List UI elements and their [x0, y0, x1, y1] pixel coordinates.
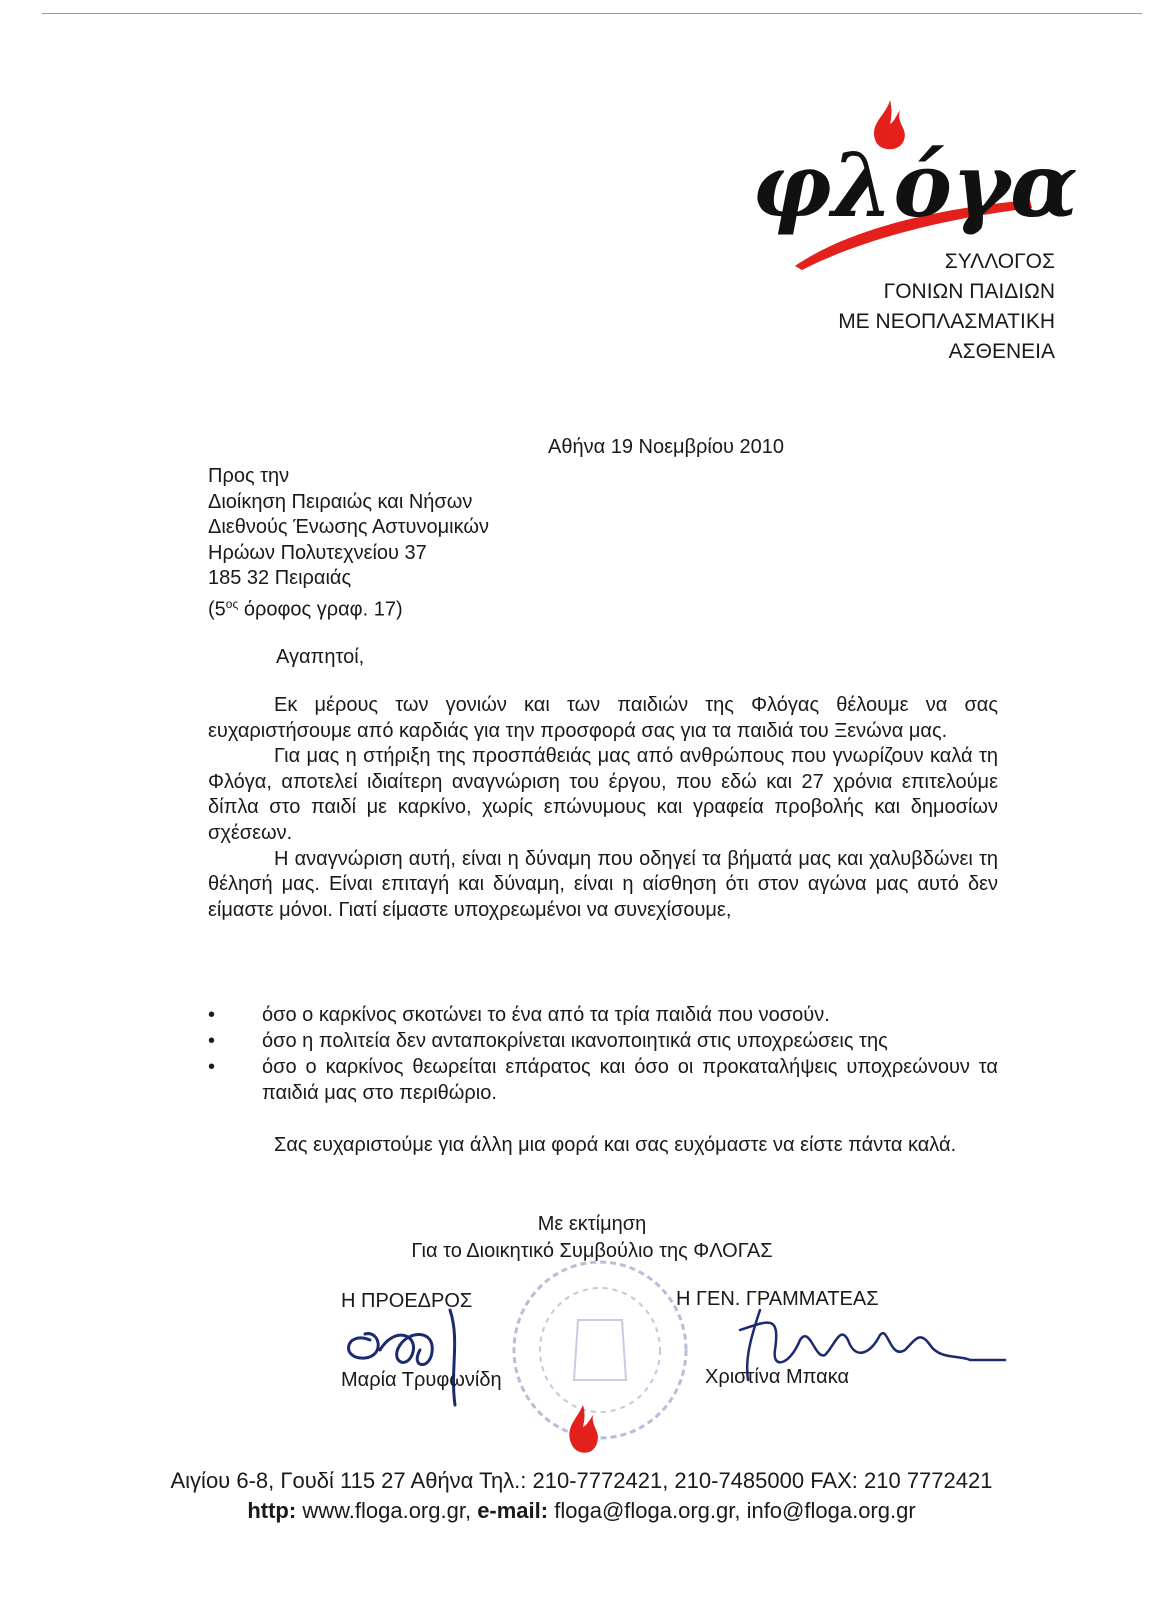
secretary-name: Χριστίνα Μπακα — [705, 1366, 850, 1388]
bullet-item: • όσο ο καρκίνος σκοτώνει το ένα από τα τρία παιδιά που νοσούν. — [208, 1002, 998, 1028]
address-line: Διοίκηση Πειραιώς και Νήσων — [208, 490, 473, 513]
president-title: Η ΠΡΟΕΔΡΟΣ — [341, 1290, 473, 1312]
address-line: 185 32 Πειραιάς — [208, 567, 352, 590]
org-line: ΣΥΛΛΟΓΟΣ — [944, 250, 1055, 273]
bullet-item: • όσο ο καρκίνος θεωρείται επάρατος και όσο οι προκαταλήψεις υποχρεώνουν τα παιδιά μας στο περιθώριο. — [208, 1054, 998, 1106]
salutation: Αγαπητοί, — [276, 646, 365, 668]
regards-line: Για το Διοικητικό Συμβούλιο της ΦΛΟΓΑΣ — [411, 1240, 773, 1262]
body-paragraph: Εκ μέρους των γονιών και των παιδιών της Φλόγας θέλουμε να σας ευχαριστήσουμε από καρδιάς για την προσφορά σας για τα παιδιά του Ξενώνα μας. — [208, 694, 998, 742]
president-signature — [340, 1300, 500, 1410]
org-line: ΓΟΝΙΩΝ ΠΑΙΔΙΩΝ — [883, 280, 1055, 303]
president-name: Μαρία Τρυφωνίδη — [341, 1369, 502, 1391]
regards-line: Με εκτίμηση — [537, 1213, 647, 1235]
recipient-address — [208, 464, 489, 623]
logo-word: φλόγα — [752, 133, 1078, 237]
address-line: Προς την — [208, 465, 290, 487]
letter-date: Αθήνα 19 Νοεμβρίου 2010 — [548, 436, 784, 458]
body-paragraph: Για μας η στήριξη της προσπάθειάς μας από ανθρώπους που γνωρίζουν καλά τη Φλόγα, αποτελεί ιδιαίτερη αναγνώριση του έργου, που εδώ και 27 χρόνια επιτελούμε δίπλα στο παιδί με καρκίνο, χωρίς επώνυμους και γραφεία προβολής και δημοσίων σχέσεων. — [208, 745, 998, 844]
org-name — [838, 247, 1055, 367]
bullet-item: • όσο η πολιτεία δεν ανταποκρίνεται ικανοποιητικά στις υποχρεώσεις της — [208, 1028, 998, 1054]
top-rule — [42, 13, 1142, 14]
address-floor — [208, 592, 489, 623]
body-paragraph: Η αναγνώριση αυτή, είναι η δύναμη που οδηγεί τα βήματά μας και χαλυβδώνει τη θέλησή μας. Είναι επιταγή και δύναμη, είναι η αίσθηση ότι στον αγώνα μας αυτό δεν είμαστε μόνοι. Γιατί είμαστε υποχρεωμένοι να συνεχίσουμε, — [208, 847, 998, 921]
footer-contacts — [0, 1496, 1163, 1526]
footer-address: Αιγίου 6-8, Γουδί 115 27 Αθήνα Τηλ.: 210-7772421, 210-7485000 FAX: 210 7772421 — [170, 1468, 993, 1493]
address-line: Διεθνούς Ένωσης Αστυνομικών — [208, 516, 489, 539]
footer-flame-icon — [563, 1403, 603, 1459]
http-label: http: — [247, 1498, 297, 1523]
org-line: ΜΕ ΝΕΟΠΛΑΣΜΑΤΙΚΗ — [838, 310, 1055, 333]
closing-paragraph: Σας ευχαριστούμε για άλλη μια φορά και σας ευχόμαστε να είστε πάντα καλά. — [274, 1134, 957, 1156]
email-links[interactable]: floga@floga.org.gr, info@floga.org.gr — [554, 1498, 916, 1523]
floor-rest: όροφος γραφ. 17) — [238, 598, 403, 621]
org-line: ΑΣΘΕΝΕΙΑ — [948, 340, 1055, 363]
closing — [208, 1133, 998, 1159]
bullet-list — [208, 1002, 998, 1106]
footer — [0, 1466, 1163, 1526]
secretary-title: Η ΓΕΝ. ΓΡΑΜΜΑΤΕΑΣ — [676, 1288, 879, 1310]
letter-body — [208, 693, 998, 923]
floor-prefix: (5 — [208, 598, 226, 621]
website-link[interactable]: www.floga.org.gr, — [302, 1498, 472, 1523]
floor-sup: ος — [225, 596, 239, 611]
address-line: Ηρώων Πολυτεχνείου 37 — [208, 541, 427, 564]
email-label: e-mail: — [477, 1498, 549, 1523]
